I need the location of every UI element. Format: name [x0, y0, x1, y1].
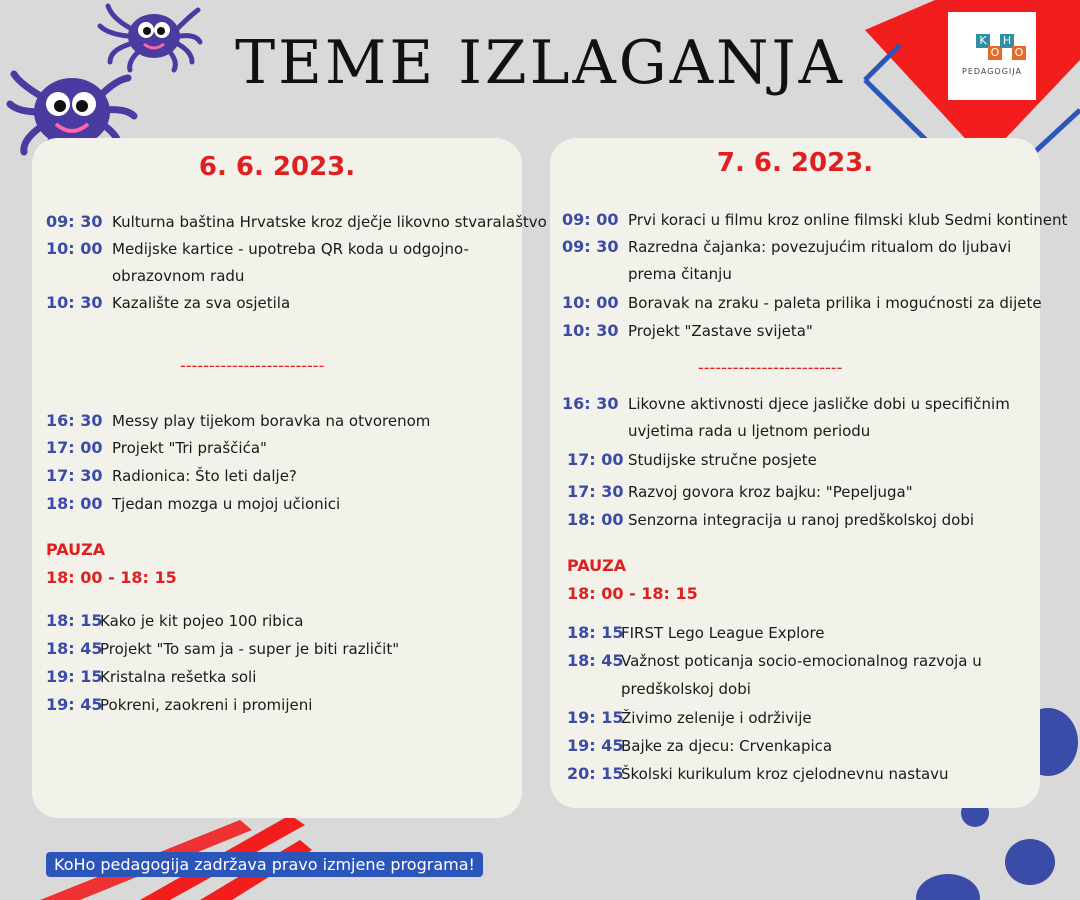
item-text: Projekt "Zastave svijeta" [628, 322, 813, 340]
pause-time: 18: 00 - 18: 15 [567, 584, 698, 603]
item-time: 18: 45 [567, 651, 624, 670]
item-text: Važnost poticanja socio-emocionalnog razvoja u [621, 652, 982, 670]
day-date: 6. 6. 2023. [198, 152, 356, 182]
item-time: 10: 00 [562, 293, 619, 312]
item-time: 19: 45 [46, 695, 103, 714]
item-text-cont: obrazovnom radu [112, 267, 245, 285]
item-text-cont: uvjetima rada u ljetnom periodu [628, 422, 871, 440]
item-time: 17: 30 [46, 466, 103, 485]
item-text: Kristalna rešetka soli [100, 668, 257, 686]
day-date: 7. 6. 2023. [716, 148, 874, 178]
item-time: 16: 30 [562, 394, 619, 413]
item-text: Živimo zelenije i održivije [621, 709, 812, 727]
item-text: Pokreni, zaokreni i promijeni [100, 696, 313, 714]
item-text: Radionica: Što leti dalje? [112, 467, 297, 485]
logo-text: PEDAGOGIJA [962, 67, 1022, 76]
logo-letter-o2: O [1012, 46, 1026, 60]
day-card-1 [32, 138, 547, 818]
item-time: 17: 00 [46, 438, 103, 457]
item-text: Likovne aktivnosti djece jasličke dobi u specifičnim [628, 395, 1010, 413]
item-time: 16: 30 [46, 411, 103, 430]
item-text: Studijske stručne posjete [628, 451, 817, 469]
footer-disclaimer: KoHo pedagogija zadržava pravo izmjene programa! [46, 852, 483, 877]
item-time: 10: 30 [562, 321, 619, 340]
item-text: FIRST Lego League Explore [621, 624, 825, 642]
item-time: 17: 30 [567, 482, 624, 501]
item-text: Kazalište za sva osjetila [112, 294, 291, 312]
item-text: Kulturna baština Hrvatske kroz dječje likovno stvaralaštvo [112, 213, 547, 231]
item-time: 09: 30 [46, 212, 103, 231]
item-text: Prvi koraci u filmu kroz online filmski klub Sedmi kontinent [628, 211, 1068, 229]
item-time: 19: 45 [567, 736, 624, 755]
item-text: Bajke za djecu: Crvenkapica [621, 737, 833, 755]
section-divider: ------------------------- [180, 356, 325, 375]
item-text: Kako je kit pojeo 100 ribica [100, 612, 304, 630]
item-text: Projekt "To sam ja - super je biti različit" [100, 640, 400, 658]
item-text-cont: predškolskoj dobi [621, 680, 751, 698]
page-title: TEME IZLAGANJA [235, 28, 845, 98]
item-text: Razredna čajanka: povezujućim ritualom do ljubavi [628, 238, 1012, 256]
item-time: 19: 15 [46, 667, 103, 686]
item-text: Razvoj govora kroz bajku: "Pepeljuga" [628, 483, 913, 501]
logo-letter-k: K [976, 34, 990, 48]
item-text: Projekt "Tri praščića" [112, 439, 267, 457]
item-time: 19: 15 [567, 708, 624, 727]
item-time: 20: 15 [567, 764, 624, 783]
item-text: Medijske kartice - upotreba QR koda u odgojno- [112, 240, 469, 258]
pause-label: PAUZA [46, 540, 106, 559]
logo-letter-o1: O [988, 46, 1002, 60]
section-divider: ------------------------- [698, 358, 843, 377]
blue-blob-medium [1005, 839, 1055, 885]
item-time: 17: 00 [567, 450, 624, 469]
pause-time: 18: 00 - 18: 15 [46, 568, 177, 587]
item-text: Školski kurikulum kroz cjelodnevnu nastavu [621, 765, 949, 783]
blue-blob-bottom [916, 874, 980, 900]
item-text-cont: prema čitanju [628, 265, 732, 283]
item-time: 18: 15 [46, 611, 103, 630]
item-text: Messy play tijekom boravka na otvorenom [112, 412, 431, 430]
item-text: Senzorna integracija u ranoj predškolskoj dobi [628, 511, 975, 529]
item-time: 18: 15 [567, 623, 624, 642]
item-time: 09: 00 [562, 210, 619, 229]
item-text: Tjedan mozga u mojoj učionici [112, 495, 341, 513]
item-text: Boravak na zraku - paleta prilika i mogućnosti za dijete [628, 294, 1042, 312]
item-time: 10: 00 [46, 239, 103, 258]
day-card-2 [550, 138, 1068, 808]
item-time: 18: 45 [46, 639, 103, 658]
item-time: 10: 30 [46, 293, 103, 312]
item-time: 18: 00 [46, 494, 103, 513]
item-time: 18: 00 [567, 510, 624, 529]
item-time: 09: 30 [562, 237, 619, 256]
pause-label: PAUZA [567, 556, 627, 575]
logo-letter-h: H [1000, 34, 1014, 48]
